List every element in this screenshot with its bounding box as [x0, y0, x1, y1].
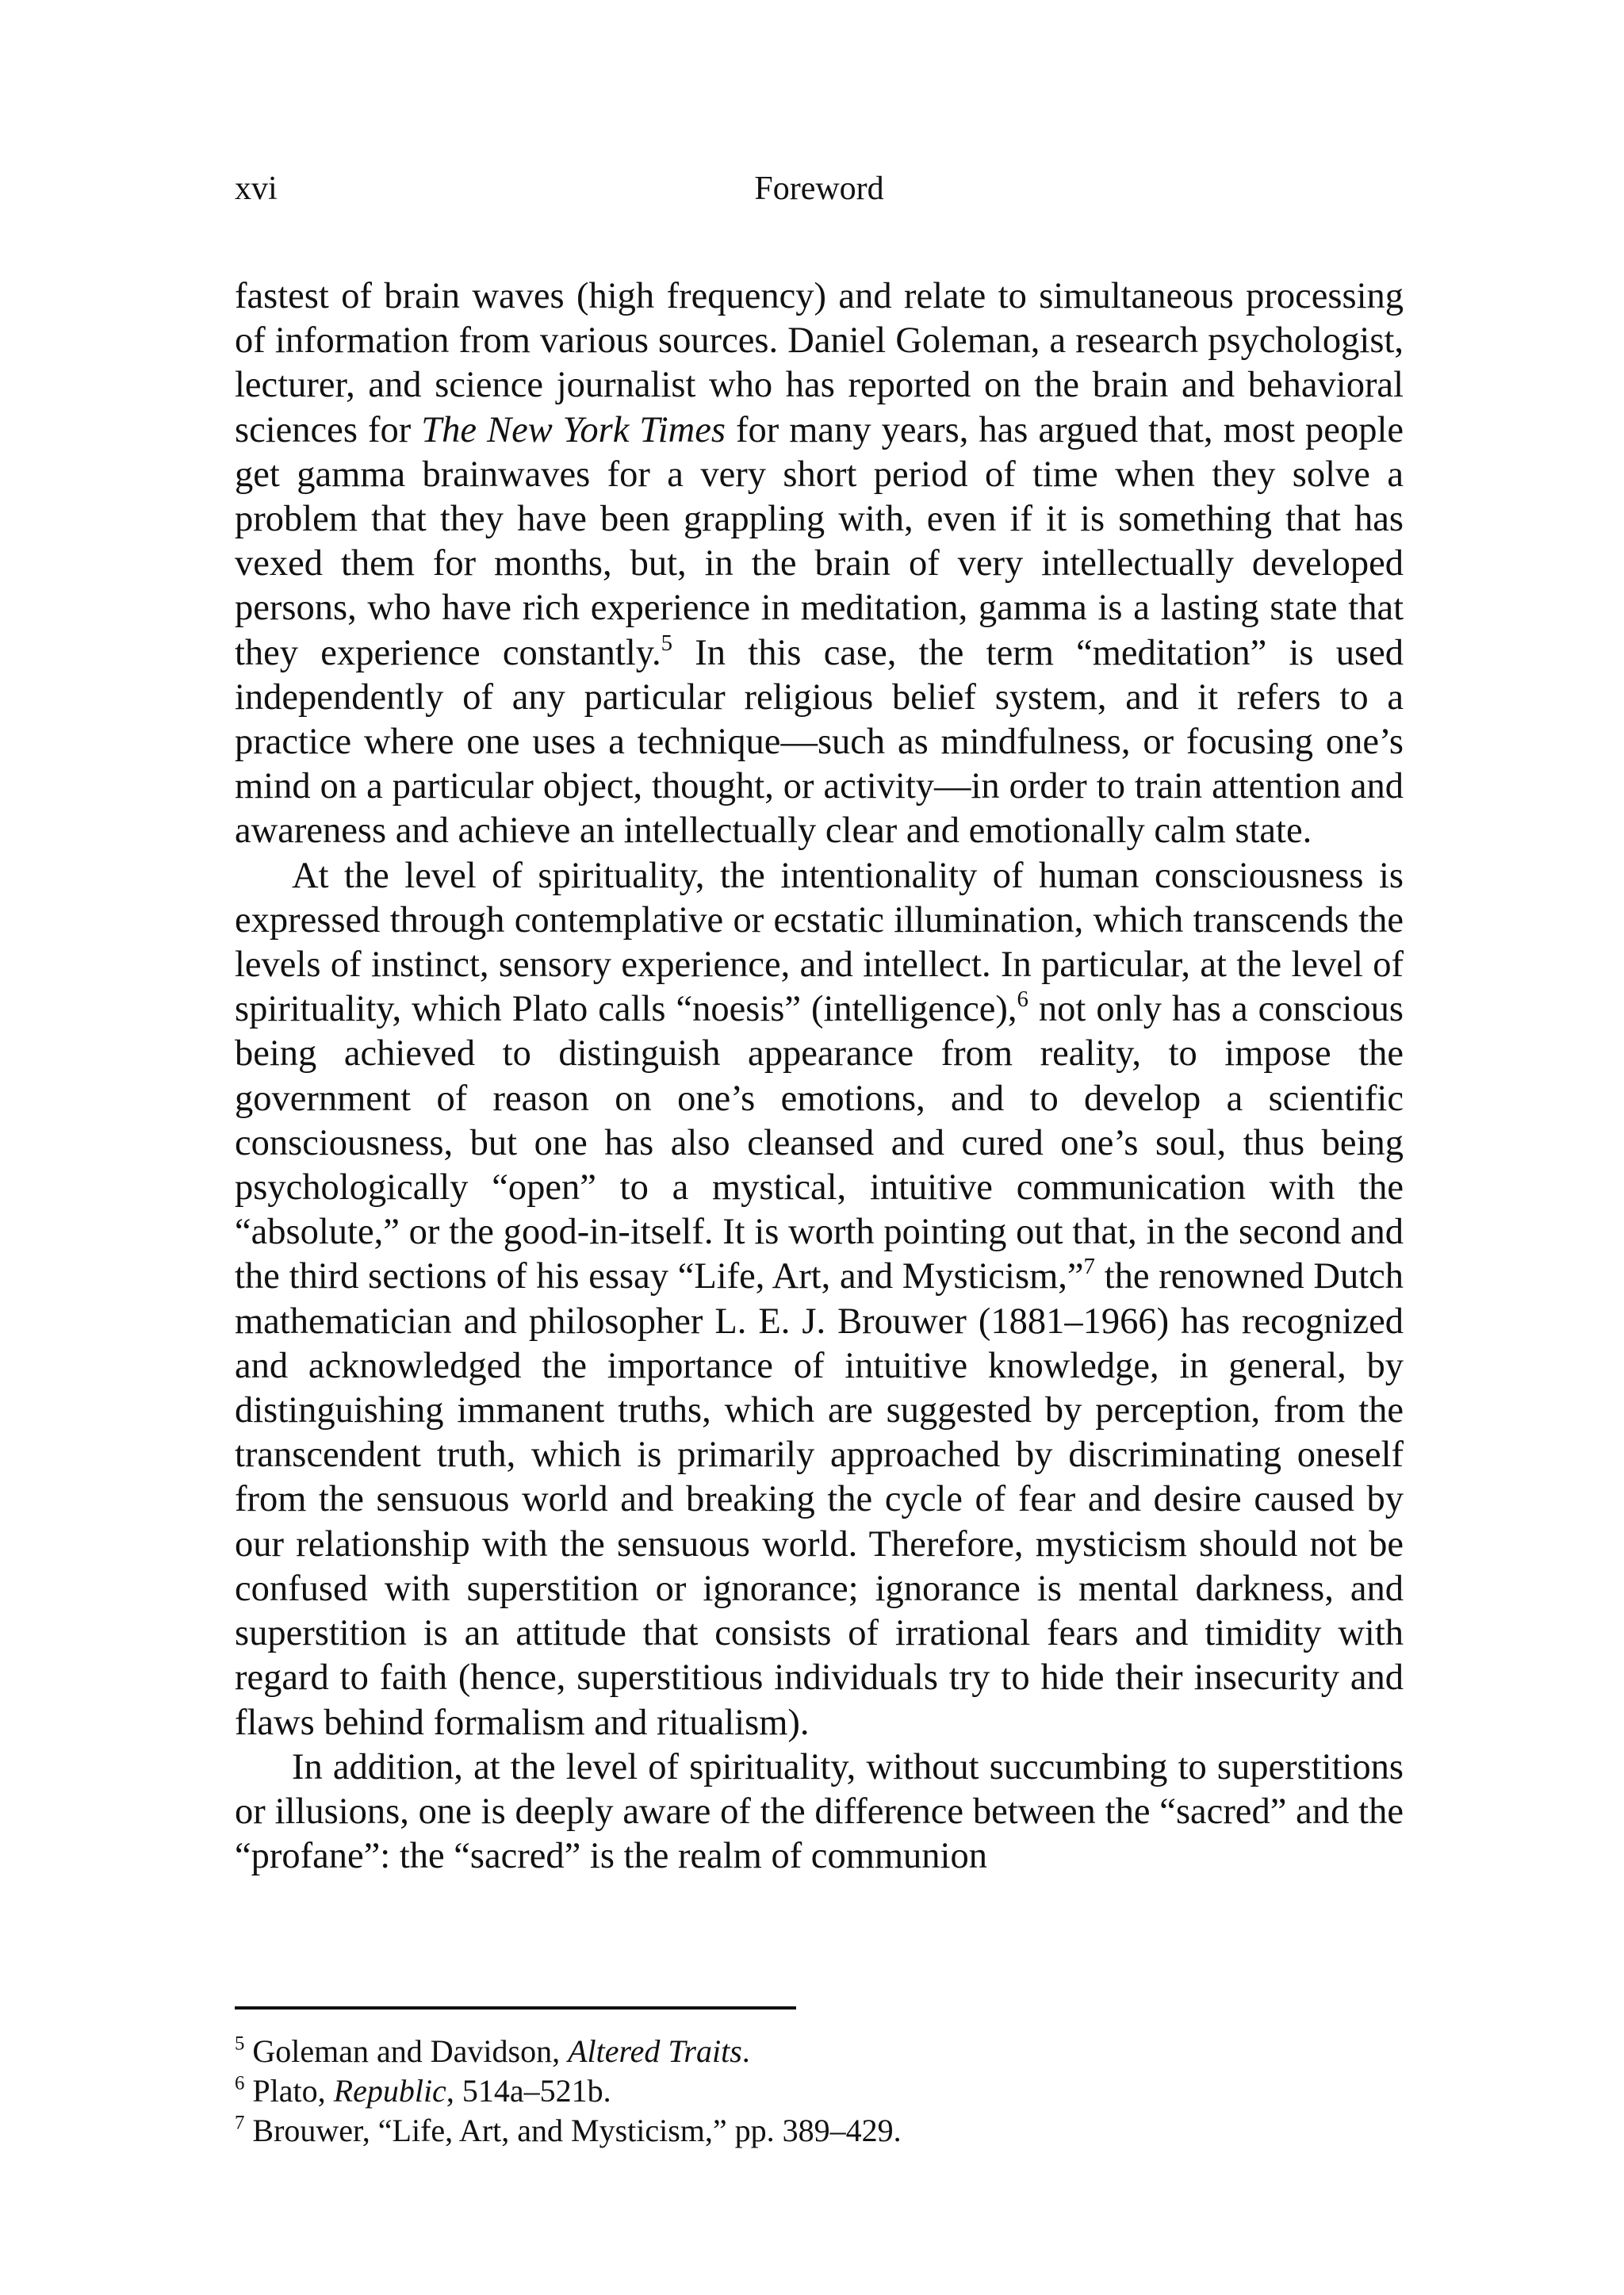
running-title: Foreword: [754, 170, 884, 207]
italic-title: The New York Times: [421, 409, 726, 450]
footnote-5: [235, 2032, 1404, 2071]
footnote-ref-6[interactable]: 6: [1017, 987, 1028, 1013]
footnotes: [235, 2032, 1404, 2151]
paragraph-text: fastest of brain waves (high frequency) and relate to simultaneous processing of information from various sources. Daniel Goleman, a research psychologist, lecturer, and science journalist who has reported on the brain and behavioral sciences for: [235, 276, 1404, 450]
paragraph-text: In addition, at the level of spirituality, without succumbing to superstitions or illusions, one is deeply aware of the difference between the “sacred” and the “profane”: the “sacred” is the realm of communion: [235, 1746, 1404, 1877]
paragraph-text: not only has a conscious being achieved to distinguish appearance from reality, to impose the government of reason on one’s emotions, and to develop a scientific consciousness, but one has also cleansed and cured one’s soul, thus being psychologically “open” to a mystical, intuitive communication with the “absolute,” or the good-in-itself. It is worth pointing out that, in the second and the third sections of his essay “Life, Art, and Mysticism,”: [235, 989, 1404, 1297]
page-number: xvi: [235, 170, 278, 207]
footnote-7: [235, 2111, 1404, 2151]
paragraph-text: At the level of spirituality, the intentionality of human consciousness is expressed through contemplative or ecstatic illumination, which transcends the levels of instinct, sensory experience, and intellect. In particular, at the level of spirituality, which Plato calls “noesis” (intelligence),: [235, 855, 1404, 1030]
footnote-number: 7: [235, 2112, 245, 2134]
footnote-number: 6: [235, 2072, 245, 2094]
body-text: [235, 274, 1404, 1879]
footnote-ref-7[interactable]: 7: [1083, 1254, 1095, 1280]
paragraph-2: [235, 854, 1404, 1745]
footnote-ref-5[interactable]: 5: [661, 630, 673, 656]
footnote-text: , 514a–521b.: [446, 2073, 611, 2109]
footnote-text: Brouwer, “Life, Art, and Mysticism,” pp. 389–429.: [244, 2113, 902, 2148]
paragraph-text: In this case, the term “meditation” is used independently of any particular religious belief system, and it refers to a practice where one uses a technique—such as mindfulness, or focusing one’s mind on a particular object, thought, or activity—in order to train attention and awareness and achieve an intellectually clear and emotionally calm state.: [235, 632, 1404, 852]
footnote-number: 5: [235, 2033, 245, 2055]
footnote-text: Plato,: [244, 2073, 334, 2109]
footnote-6: [235, 2071, 1404, 2111]
footnote-italic: Altered Traits: [568, 2033, 742, 2069]
paragraph-3: [235, 1745, 1404, 1879]
running-header: [235, 167, 1404, 211]
footnote-text: Goleman and Davidson,: [244, 2033, 569, 2069]
footnote-italic: Republic: [333, 2073, 446, 2109]
footnote-text: .: [741, 2033, 750, 2069]
paragraph-text: the renowned Dutch mathematician and philosopher L. E. J. Brouwer (1881–1966) has recognized and acknowledged the importance of intuitive knowledge, in general, by distinguishing immanent truths, which are suggested by perception, from the transcendent truth, which is primarily approached by discriminating oneself from the sensuous world and breaking the cycle of fear and desire caused by our relationship with the sensuous world. Therefore, mysticism should not be confused with superstition or ignorance; ignorance is mental darkness, and superstition is an attitude that consists of irrational fears and timidity with regard to faith (hence, superstitious individuals try to hide their insecurity and flaws behind formalism and ritualism).: [235, 1256, 1404, 1743]
footnote-divider: [235, 2006, 796, 2010]
paragraph-1: [235, 274, 1404, 854]
paragraph-text: for many years, has argued that, most people get gamma brainwaves for a very short period of time when they solve a problem that they have been grappling with, even if it is something that has vexed them for months, but, in the brain of very intellectually developed persons, who have rich experience in meditation, gamma is a lasting state that they experience constantly.: [235, 409, 1404, 673]
